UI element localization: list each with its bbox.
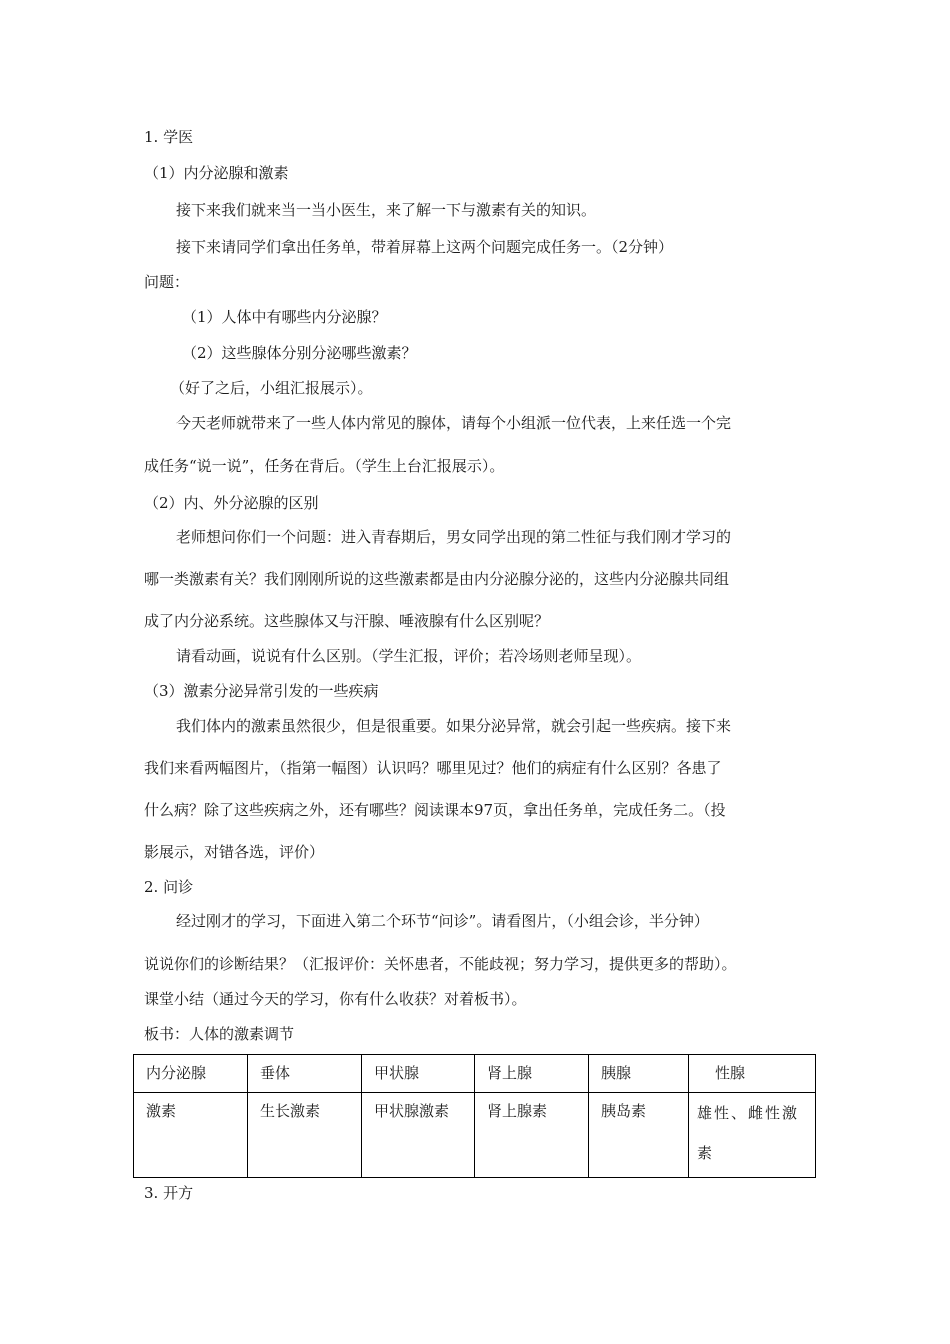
- paragraph: 接下来请同学们拿出任务单，带着屏幕上这两个问题完成任务一。（2分钟）: [176, 238, 674, 256]
- paragraph: 我们体内的激素虽然很少，但是很重要。如果分泌异常，就会引起一些疾病。接下来: [176, 717, 732, 735]
- table-cell: 肾上腺: [475, 1055, 589, 1093]
- paragraph: （2）这些腺体分别分泌哪些激素？: [182, 344, 417, 362]
- paragraph: 请看动画，说说有什么区别。（学生汇报，评价；若冷场则老师呈现）。: [176, 647, 642, 665]
- paragraph: （1）人体中有哪些内分泌腺？: [182, 308, 387, 326]
- table-cell: 内分泌腺: [134, 1055, 248, 1093]
- paragraph: （好了之后，小组汇报展示）。: [170, 379, 373, 397]
- table-cell: 垂体: [248, 1055, 362, 1093]
- paragraph: 影展示，对错各选，评价）: [144, 843, 325, 861]
- paragraph: 成了内分泌系统。这些腺体又与汗腺、唾液腺有什么区别呢？: [144, 612, 550, 630]
- table-cell: 雄性、雌性激素: [689, 1093, 816, 1178]
- board-title: 板书：人体的激素调节: [144, 1025, 295, 1043]
- paragraph: 接下来我们就来当一当小医生，来了解一下与激素有关的知识。: [176, 201, 597, 219]
- paragraph: 问题：: [144, 273, 190, 291]
- paragraph: 哪一类激素有关？我们刚刚所说的这些激素都是由内分泌腺分泌的，这些内分泌腺共同组: [144, 570, 730, 588]
- paragraph: 今天老师就带来了一些人体内常见的腺体，请每个小组派一位代表，上来任选一个完: [176, 414, 732, 432]
- paragraph: 什么病？除了这些疾病之外，还有哪些？阅读课本97页，拿出任务单，完成任务二。（投: [144, 801, 726, 819]
- paragraph: 老师想问你们一个问题：进入青春期后，男女同学出现的第二性征与我们刚才学习的: [176, 528, 732, 546]
- table-cell: 肾上腺素: [475, 1093, 589, 1178]
- table-cell: 胰腺: [589, 1055, 689, 1093]
- table-cell: 性腺: [689, 1055, 816, 1093]
- section-heading: 3. 开方: [144, 1184, 194, 1202]
- section-heading: （3）激素分泌异常引发的一些疾病: [144, 682, 379, 700]
- table-cell: 甲状腺: [362, 1055, 475, 1093]
- table-header-row: [134, 1055, 816, 1093]
- paragraph: 我们来看两幅图片，（指第一幅图）认识吗？哪里见过？他们的病症有什么区别？各患了: [144, 759, 722, 777]
- table-cell: 胰岛素: [589, 1093, 689, 1178]
- table-cell: 甲状腺激素: [362, 1093, 475, 1178]
- paragraph: 课堂小结（通过今天的学习，你有什么收获？对着板书）。: [144, 990, 527, 1008]
- section-heading: （1）内分泌腺和激素: [144, 164, 289, 182]
- section-heading: 2. 问诊: [144, 878, 194, 896]
- table-cell: 激素: [134, 1093, 248, 1178]
- table-row: [134, 1093, 816, 1178]
- paragraph: 1. 学医: [144, 128, 194, 146]
- paragraph: 经过刚才的学习，下面进入第二个环节“问诊”。请看图片，（小组会诊，半分钟）: [176, 912, 709, 930]
- paragraph: 说说你们的诊断结果？（汇报评价：关怀患者，不能歧视；努力学习，提供更多的帮助）。: [144, 955, 737, 973]
- paragraph: 成任务“说一说”，任务在背后。（学生上台汇报展示）。: [144, 457, 505, 475]
- hormone-table: [133, 1054, 816, 1178]
- section-heading: （2）内、外分泌腺的区别: [144, 494, 319, 512]
- table-cell: 生长激素: [248, 1093, 362, 1178]
